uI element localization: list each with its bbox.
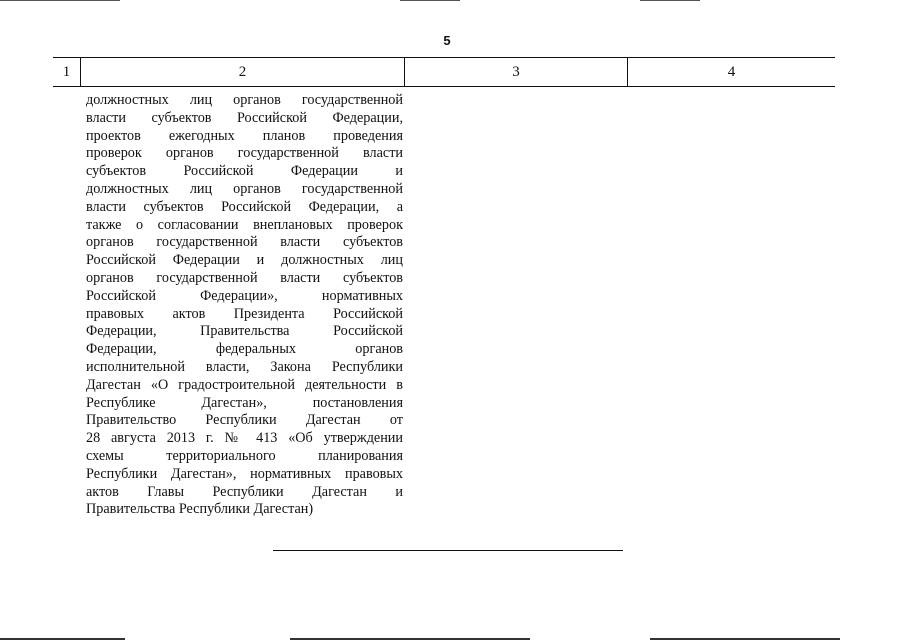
body-line: Федерации, Правительства Российской bbox=[86, 323, 403, 340]
body-line: Дагестан «О градостроительной деятельности в bbox=[86, 376, 403, 393]
body-line: схемы территориального планирования bbox=[86, 447, 403, 464]
body-line: проверок органов государственной власти bbox=[86, 145, 403, 162]
body-line-last: Правительства Республики Дагестан) bbox=[86, 501, 314, 518]
body-line: правовых актов Президента Российской bbox=[86, 305, 403, 322]
table-header-col-3: 3 bbox=[405, 58, 628, 86]
body-line: Российской Федерации и должностных лиц bbox=[86, 252, 403, 269]
body-line: должностных лиц органов государственной bbox=[86, 92, 403, 108]
body-line: органов государственной власти субъектов bbox=[86, 234, 403, 251]
scan-edge-top-right bbox=[640, 0, 700, 1]
table-header-col-4: 4 bbox=[727, 63, 736, 80]
body-line: Республике Дагестан», постановления bbox=[86, 394, 403, 411]
body-line: должностных лиц органов государственной bbox=[86, 180, 403, 197]
table-header-row bbox=[53, 57, 835, 87]
page-number: 5 bbox=[443, 33, 451, 48]
body-line: также о согласовании внеплановых проверок bbox=[86, 216, 403, 233]
scan-edge-top-mid bbox=[400, 0, 460, 1]
body-line: субъектов Российской Федерации и bbox=[86, 163, 403, 180]
body-line: исполнительной власти, Закона Республики bbox=[86, 358, 403, 375]
table-header-col-1: 1 bbox=[53, 58, 81, 86]
body-line: власти субъектов Российской Федерации, а bbox=[86, 198, 403, 215]
table-header-col-2: 2 bbox=[81, 58, 405, 86]
body-line: Правительство Республики Дагестан от bbox=[86, 412, 403, 429]
body-line: актов Главы Республики Дагестан и bbox=[86, 483, 403, 500]
end-separator-line bbox=[273, 550, 623, 551]
scan-edge-top-left bbox=[0, 0, 120, 1]
column-2-body-text bbox=[86, 92, 403, 519]
body-line: Федерации, федеральных органов bbox=[86, 341, 403, 358]
body-line: проектов ежегодных планов проведения bbox=[86, 127, 403, 144]
body-line: власти субъектов Российской Федерации, bbox=[86, 109, 403, 126]
body-line: Российской Федерации», нормативных bbox=[86, 287, 403, 304]
body-line: органов государственной власти субъектов bbox=[86, 269, 403, 286]
body-line: 28 августа 2013 г. № 413 «Об утверждении bbox=[86, 430, 403, 447]
body-line: Республики Дагестан», нормативных правовых bbox=[86, 465, 403, 482]
